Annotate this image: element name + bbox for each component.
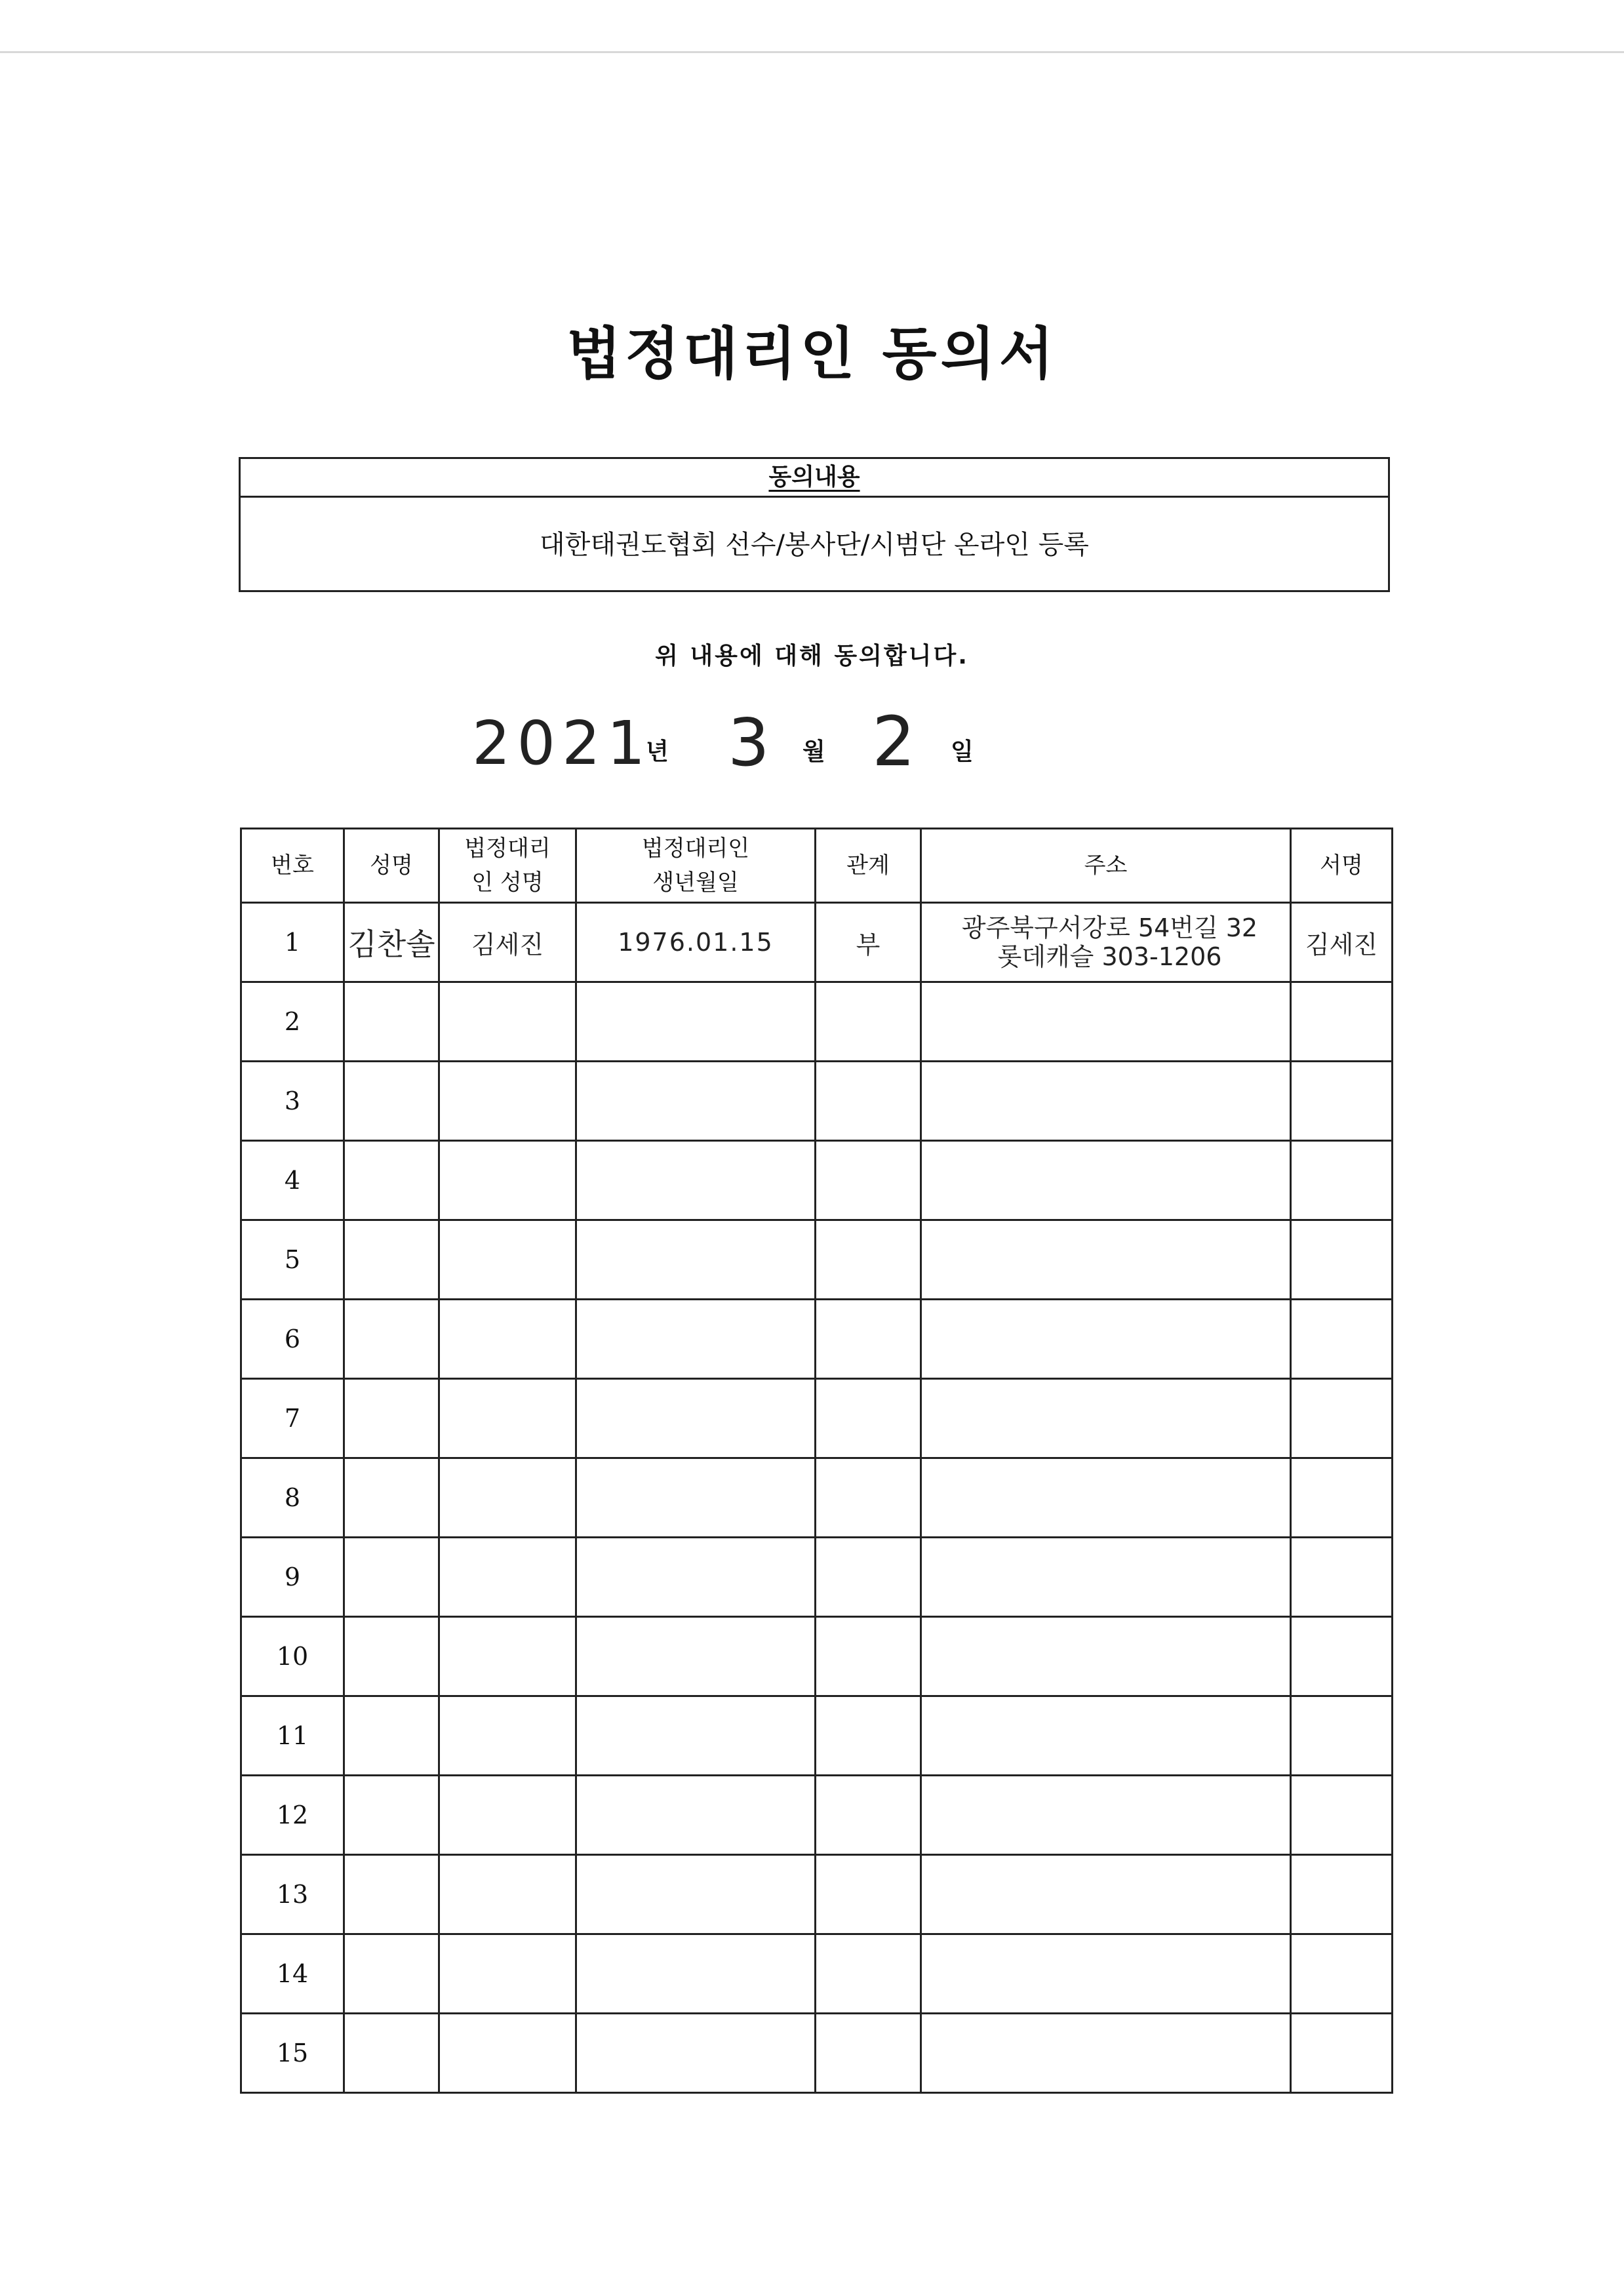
row-name <box>344 1934 439 2014</box>
table-row <box>241 1379 1393 1458</box>
date-month: 3 <box>728 704 770 781</box>
row-relation <box>816 1141 921 1220</box>
row-address <box>921 1141 1291 1220</box>
row-no: 10 <box>241 1617 344 1696</box>
row-no: 8 <box>241 1458 344 1538</box>
date-day: 2 <box>872 702 916 782</box>
row-name <box>344 1538 439 1617</box>
row-no: 11 <box>241 1696 344 1776</box>
row-name <box>344 2014 439 2093</box>
row-name <box>344 1696 439 1776</box>
table-row <box>241 1458 1393 1538</box>
row-no: 1 <box>241 903 344 982</box>
header-signature: 서명 <box>1291 829 1393 903</box>
row-no: 15 <box>241 2014 344 2093</box>
row-relation <box>816 1696 921 1776</box>
row-guardian-name <box>439 1538 576 1617</box>
row-address <box>921 1617 1291 1696</box>
header-guardian-name-text: 법정대리인 성명 <box>464 835 551 896</box>
row-address-line2: 롯데캐슬 303-1206 <box>997 942 1222 971</box>
row-guardian-name <box>439 1379 576 1458</box>
row-relation <box>816 1617 921 1696</box>
table-row <box>241 1220 1393 1300</box>
row-signature <box>1291 1617 1393 1696</box>
row-guardian-name <box>439 1855 576 1934</box>
row-no: 9 <box>241 1538 344 1617</box>
row-no: 12 <box>241 1776 344 1855</box>
row-relation <box>816 1934 921 2014</box>
row-signature <box>1291 1062 1393 1141</box>
header-guardian-birth <box>576 829 816 903</box>
row-relation: 부 <box>816 903 921 982</box>
consent-box <box>239 457 1390 592</box>
row-name: 김찬솔 <box>344 903 439 982</box>
consent-header <box>241 459 1388 498</box>
row-address <box>921 1379 1291 1458</box>
row-signature: 김세진 <box>1291 903 1393 982</box>
registration-table <box>240 828 1393 2094</box>
table-row <box>241 1696 1393 1776</box>
row-signature <box>1291 1379 1393 1458</box>
row-no: 6 <box>241 1300 344 1379</box>
row-guardian-name <box>439 1300 576 1379</box>
row-address <box>921 903 1291 982</box>
row-guardian-birth <box>576 2014 816 2093</box>
row-name <box>344 982 439 1062</box>
table-row <box>241 903 1393 982</box>
row-signature <box>1291 1696 1393 1776</box>
row-name <box>344 1379 439 1458</box>
row-guardian-birth <box>576 1855 816 1934</box>
row-guardian-birth <box>576 1617 816 1696</box>
row-no: 14 <box>241 1934 344 2014</box>
row-name <box>344 1617 439 1696</box>
row-guardian-name <box>439 1617 576 1696</box>
row-address-line1: 광주북구서강로 54번길 32 <box>961 913 1258 942</box>
row-name <box>344 1776 439 1855</box>
consent-text: 대한태권도협회 선수/봉사단/시범단 온라인 등록 <box>540 530 1089 560</box>
row-guardian-name <box>439 1141 576 1220</box>
table-body <box>241 903 1393 2093</box>
table-row <box>241 1776 1393 1855</box>
table-row <box>241 2014 1393 2093</box>
table-header-row <box>241 829 1393 903</box>
row-name <box>344 1458 439 1538</box>
table-row <box>241 1538 1393 1617</box>
row-address <box>921 1934 1291 2014</box>
row-name <box>344 1300 439 1379</box>
header-address: 주소 <box>921 829 1291 903</box>
row-guardian-birth <box>576 1934 816 2014</box>
row-address <box>921 1220 1291 1300</box>
row-signature <box>1291 1855 1393 1934</box>
row-guardian-name <box>439 1776 576 1855</box>
row-guardian-name <box>439 1220 576 1300</box>
row-name <box>344 1062 439 1141</box>
consent-header-label: 동의내용 <box>768 464 860 490</box>
date-year: 2021 <box>472 708 652 778</box>
table-row <box>241 1141 1393 1220</box>
row-guardian-birth <box>576 982 816 1062</box>
row-no: 4 <box>241 1141 344 1220</box>
row-guardian-name <box>439 1934 576 2014</box>
row-name <box>344 1220 439 1300</box>
header-relation: 관계 <box>816 829 921 903</box>
row-guardian-birth <box>576 1776 816 1855</box>
scan-edge-line <box>0 51 1624 53</box>
row-guardian-name <box>439 1062 576 1141</box>
row-address <box>921 1776 1291 1855</box>
row-address <box>921 1062 1291 1141</box>
row-address <box>921 982 1291 1062</box>
row-relation <box>816 2014 921 2093</box>
table-row <box>241 1062 1393 1141</box>
table-row <box>241 1300 1393 1379</box>
row-relation <box>816 1062 921 1141</box>
table-row <box>241 1934 1393 2014</box>
row-relation <box>816 1458 921 1538</box>
row-address <box>921 1538 1291 1617</box>
table-row <box>241 1617 1393 1696</box>
row-no: 5 <box>241 1220 344 1300</box>
header-no: 번호 <box>241 829 344 903</box>
row-guardian-birth <box>576 1062 816 1141</box>
row-guardian-birth <box>576 1538 816 1617</box>
date-month-unit: 월 <box>802 738 825 765</box>
row-signature <box>1291 1538 1393 1617</box>
row-name <box>344 1141 439 1220</box>
date-year-unit: 년 <box>646 738 669 765</box>
row-no: 13 <box>241 1855 344 1934</box>
row-guardian-name <box>439 982 576 1062</box>
row-relation <box>816 1855 921 1934</box>
row-signature <box>1291 1776 1393 1855</box>
row-signature <box>1291 1141 1393 1220</box>
header-guardian-birth-text: 법정대리인 생년월일 <box>641 835 750 896</box>
row-guardian-birth <box>576 1696 816 1776</box>
row-signature <box>1291 1220 1393 1300</box>
row-relation <box>816 1300 921 1379</box>
row-guardian-birth: 1976.01.15 <box>576 903 816 982</box>
row-guardian-name: 김세진 <box>439 903 576 982</box>
header-guardian-name <box>439 829 576 903</box>
row-relation <box>816 1220 921 1300</box>
row-guardian-name <box>439 2014 576 2093</box>
row-name <box>344 1855 439 1934</box>
row-address <box>921 2014 1291 2093</box>
document-title: 법정대리인 동의서 <box>566 321 1058 387</box>
row-signature <box>1291 1934 1393 2014</box>
row-signature <box>1291 1458 1393 1538</box>
row-signature <box>1291 2014 1393 2093</box>
agree-statement: 위 내용에 대해 동의합니다. <box>655 643 969 669</box>
row-relation <box>816 1776 921 1855</box>
row-relation <box>816 1379 921 1458</box>
row-guardian-birth <box>576 1300 816 1379</box>
table-row <box>241 1855 1393 1934</box>
table-row <box>241 982 1393 1062</box>
row-address <box>921 1300 1291 1379</box>
row-guardian-birth <box>576 1141 816 1220</box>
row-guardian-birth <box>576 1458 816 1538</box>
row-address <box>921 1696 1291 1776</box>
row-address <box>921 1458 1291 1538</box>
row-guardian-birth <box>576 1379 816 1458</box>
row-guardian-birth <box>576 1220 816 1300</box>
row-address <box>921 1855 1291 1934</box>
date-row <box>0 702 1624 787</box>
row-guardian-name <box>439 1696 576 1776</box>
row-signature <box>1291 982 1393 1062</box>
row-relation <box>816 982 921 1062</box>
row-no: 7 <box>241 1379 344 1458</box>
row-signature <box>1291 1300 1393 1379</box>
row-relation <box>816 1538 921 1617</box>
header-name: 성명 <box>344 829 439 903</box>
date-day-unit: 일 <box>951 738 974 765</box>
row-guardian-name <box>439 1458 576 1538</box>
row-no: 3 <box>241 1062 344 1141</box>
row-no: 2 <box>241 982 344 1062</box>
